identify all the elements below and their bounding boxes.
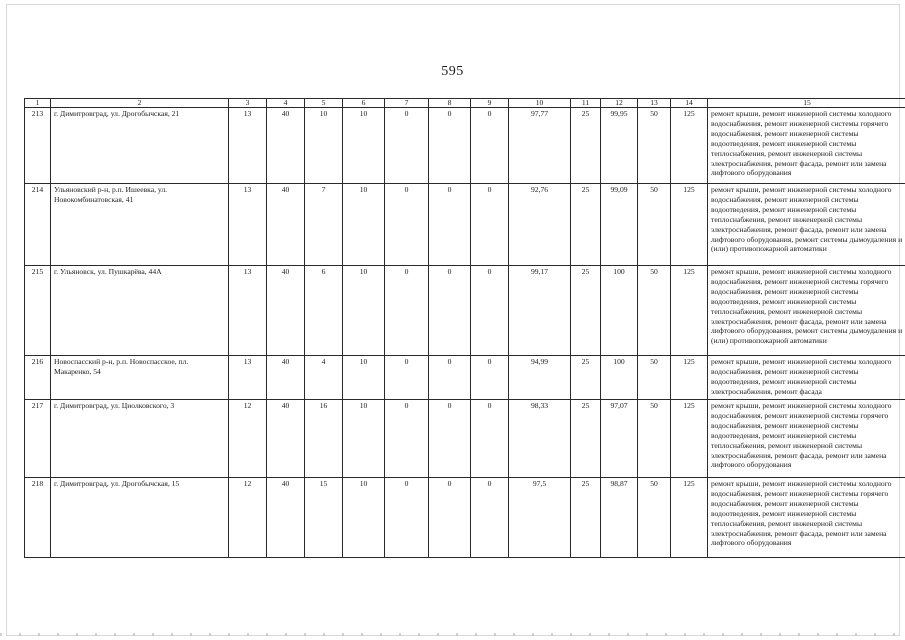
address-cell: г. Димитровград, ул. Дрогобычская, 15 [51, 478, 229, 558]
value-cell: 0 [385, 478, 429, 558]
table-row [25, 478, 905, 558]
value-cell: 0 [471, 478, 509, 558]
column-header: 10 [509, 99, 571, 108]
value-cell: 97,5 [509, 478, 571, 558]
value-cell: 10 [343, 184, 385, 266]
value-cell: 7 [305, 184, 343, 266]
value-cell: 100 [601, 266, 638, 356]
row-number-cell: 215 [25, 266, 51, 356]
column-header: 11 [571, 99, 601, 108]
value-cell: 40 [267, 478, 305, 558]
value-cell: 98,33 [509, 400, 571, 478]
value-cell: 0 [471, 356, 509, 400]
column-header: 14 [671, 99, 708, 108]
address-cell: Новоспасский р-н, р.п. Новоспасское, пл. Макаренко, 54 [51, 356, 229, 400]
value-cell: 0 [429, 266, 471, 356]
value-cell: 0 [429, 184, 471, 266]
column-header: 2 [51, 99, 229, 108]
value-cell: 0 [471, 108, 509, 184]
column-header: 1 [25, 99, 51, 108]
value-cell: 12 [229, 478, 267, 558]
row-number-cell: 213 [25, 108, 51, 184]
value-cell: 125 [671, 478, 708, 558]
value-cell: 16 [305, 400, 343, 478]
value-cell: 125 [671, 266, 708, 356]
value-cell: 15 [305, 478, 343, 558]
value-cell: 50 [638, 108, 671, 184]
value-cell: 99,09 [601, 184, 638, 266]
value-cell: 0 [429, 108, 471, 184]
value-cell: 10 [343, 108, 385, 184]
value-cell: 97,77 [509, 108, 571, 184]
value-cell: 25 [571, 266, 601, 356]
repair-program-table [24, 98, 905, 558]
value-cell: 0 [429, 400, 471, 478]
column-header: 12 [601, 99, 638, 108]
value-cell: 100 [601, 356, 638, 400]
value-cell: 40 [267, 356, 305, 400]
address-cell: г. Димитровград, ул. Дрогобычская, 21 [51, 108, 229, 184]
work-types-cell: ремонт крыши, ремонт инженерной системы холодного водоснабжения, ремонт инженерной системы водоотведения, ремонт инженерной системы электроснабжения, ремонт фасада [708, 356, 905, 400]
value-cell: 125 [671, 108, 708, 184]
value-cell: 40 [267, 108, 305, 184]
value-cell: 13 [229, 266, 267, 356]
column-header: 4 [267, 99, 305, 108]
table-row [25, 266, 905, 356]
value-cell: 94,99 [509, 356, 571, 400]
value-cell: 0 [429, 356, 471, 400]
column-header: 3 [229, 99, 267, 108]
column-header: 6 [343, 99, 385, 108]
value-cell: 25 [571, 478, 601, 558]
value-cell: 13 [229, 356, 267, 400]
column-header: 15 [708, 99, 905, 108]
row-number-cell: 216 [25, 356, 51, 400]
row-number-cell: 217 [25, 400, 51, 478]
value-cell: 0 [429, 478, 471, 558]
value-cell: 0 [385, 400, 429, 478]
page-number: 595 [441, 64, 464, 79]
value-cell: 0 [385, 266, 429, 356]
value-cell: 25 [571, 108, 601, 184]
column-header: 5 [305, 99, 343, 108]
value-cell: 0 [471, 400, 509, 478]
work-types-cell: ремонт крыши, ремонт инженерной системы холодного водоснабжения, ремонт инженерной системы горячего водоснабжения, ремонт инженерной системы водоотведения, ремонт инженерной системы теплоснабжения, ремонт инженерной системы электроснабжения, ремонт фасада, ремонт или замена лифтового оборудования [708, 400, 905, 478]
value-cell: 99,95 [601, 108, 638, 184]
value-cell: 92,76 [509, 184, 571, 266]
column-header: 9 [471, 99, 509, 108]
value-cell: 50 [638, 356, 671, 400]
value-cell: 13 [229, 184, 267, 266]
column-number-row [25, 99, 905, 108]
value-cell: 6 [305, 266, 343, 356]
address-cell: г. Димитровград, ул. Циолковского, 3 [51, 400, 229, 478]
table-row [25, 400, 905, 478]
value-cell: 10 [305, 108, 343, 184]
value-cell: 0 [385, 108, 429, 184]
table-row [25, 356, 905, 400]
value-cell: 0 [385, 184, 429, 266]
value-cell: 12 [229, 400, 267, 478]
value-cell: 25 [571, 184, 601, 266]
value-cell: 99,17 [509, 266, 571, 356]
value-cell: 50 [638, 478, 671, 558]
value-cell: 125 [671, 356, 708, 400]
value-cell: 0 [471, 266, 509, 356]
value-cell: 10 [343, 478, 385, 558]
value-cell: 40 [267, 266, 305, 356]
row-number-cell: 218 [25, 478, 51, 558]
value-cell: 125 [671, 400, 708, 478]
value-cell: 97,07 [601, 400, 638, 478]
work-types-cell: ремонт крыши, ремонт инженерной системы холодного водоснабжения, ремонт инженерной системы водоотведения, ремонт инженерной системы теплоснабжения, ремонт инженерной системы электроснабжения, ремонт фасада, ремонт или замена лифтового оборудования, ремонт системы дымоудаления и (или) противопожарной автоматики [708, 184, 905, 266]
column-header: 7 [385, 99, 429, 108]
value-cell: 10 [343, 356, 385, 400]
value-cell: 125 [671, 184, 708, 266]
work-types-cell: ремонт крыши, ремонт инженерной системы холодного водоснабжения, ремонт инженерной системы горячего водоснабжения, ремонт инженерной системы водоотведения, ремонт инженерной системы теплоснабжения, ремонт инженерной системы электроснабжения, ремонт фасада, ремонт или замена лифтового оборудования [708, 108, 905, 184]
value-cell: 40 [267, 184, 305, 266]
value-cell: 50 [638, 184, 671, 266]
work-types-cell: ремонт крыши, ремонт инженерной системы холодного водоснабжения, ремонт инженерной системы горячего водоснабжения, ремонт инженерной системы водоотведения, ремонт инженерной системы теплоснабжения, ремонт инженерной системы электроснабжения, ремонт фасада, ремонт или замена лифтового оборудования, ремонт системы дымоудаления и (или) противопожарной автоматики [708, 266, 905, 356]
value-cell: 10 [343, 400, 385, 478]
scan-edge-noise [0, 633, 905, 636]
value-cell: 10 [343, 266, 385, 356]
value-cell: 0 [385, 356, 429, 400]
value-cell: 98,87 [601, 478, 638, 558]
row-number-cell: 214 [25, 184, 51, 266]
value-cell: 25 [571, 356, 601, 400]
column-header: 8 [429, 99, 471, 108]
table-row [25, 108, 905, 184]
table-row [25, 184, 905, 266]
value-cell: 13 [229, 108, 267, 184]
value-cell: 0 [471, 184, 509, 266]
value-cell: 25 [571, 400, 601, 478]
column-header: 13 [638, 99, 671, 108]
work-types-cell: ремонт крыши, ремонт инженерной системы холодного водоснабжения, ремонт инженерной системы горячего водоснабжения, ремонт инженерной системы водоотведения, ремонт инженерной системы теплоснабжения, ремонт инженерной системы электроснабжения, ремонт фасада, ремонт или замена лифтового оборудования [708, 478, 905, 558]
address-cell: г. Ульяновск, ул. Пушкарёва, 44А [51, 266, 229, 356]
address-cell: Ульяновский р-н, р.п. Ишеевка, ул. Новокомбинатовская, 41 [51, 184, 229, 266]
value-cell: 4 [305, 356, 343, 400]
value-cell: 50 [638, 400, 671, 478]
value-cell: 40 [267, 400, 305, 478]
value-cell: 50 [638, 266, 671, 356]
